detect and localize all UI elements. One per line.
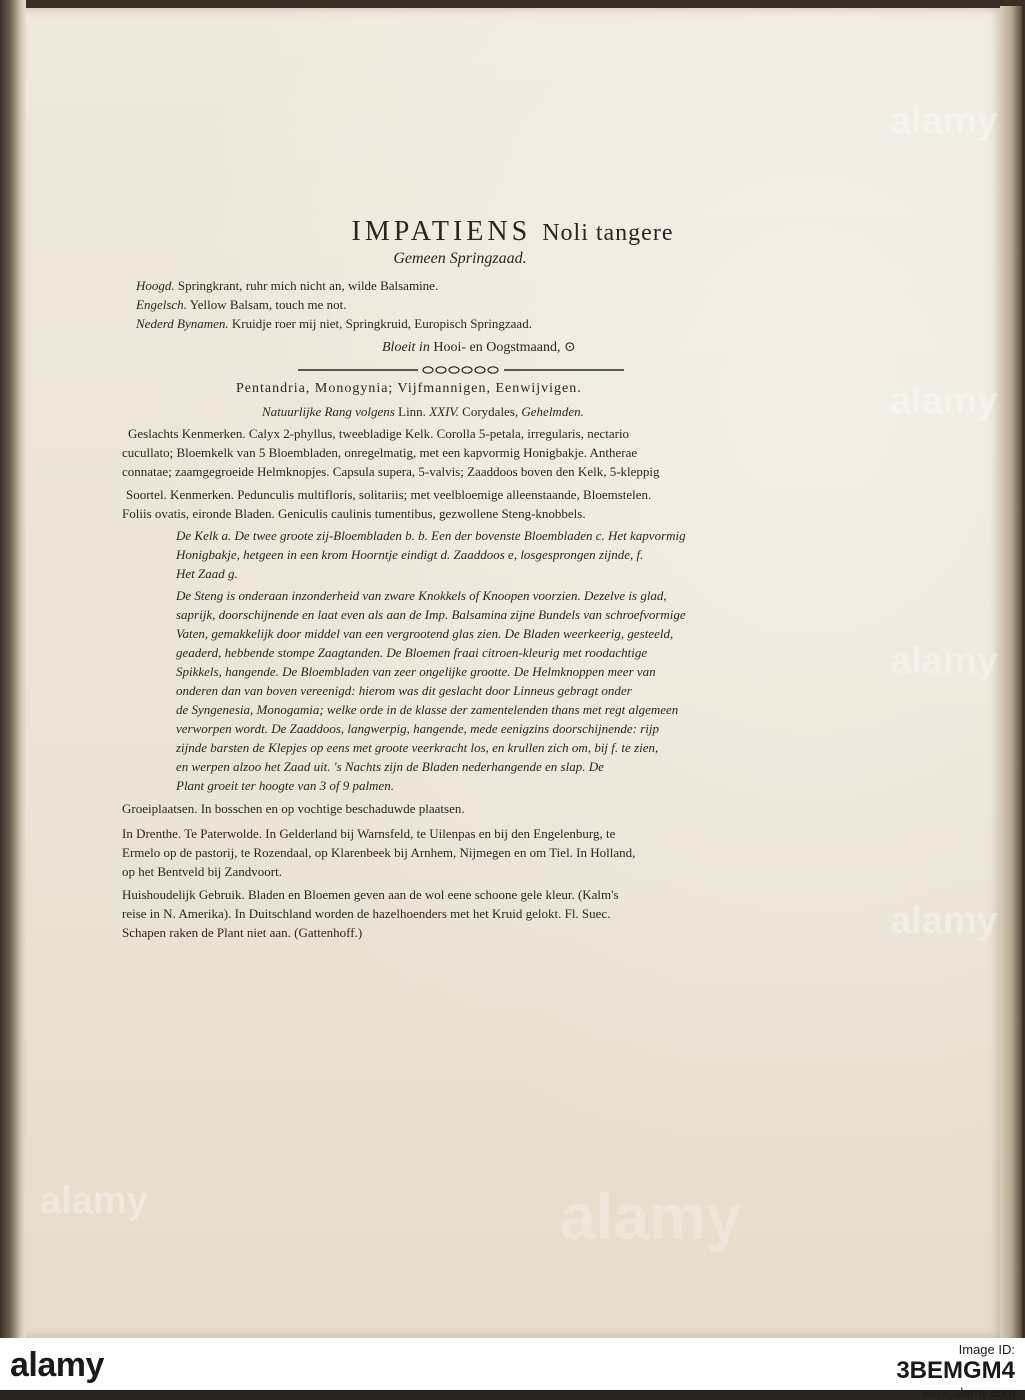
huis-line-1: Huishoudelijk Gebruik. Bladen en Bloemen geven aan de wol eene schoone gele kleur. (Kalm's — [122, 887, 619, 902]
name-line-hoogd: Hoogd. Springkrant, ruhr mich nicht an, wilde Balsamine. — [136, 278, 439, 293]
title-species: Noli tangere — [542, 220, 674, 246]
steng-line-2: saprijk, doorschijnende en laat even als aan de Imp. Balsamina zijne Bundels van schroefvormige — [176, 607, 686, 622]
steng-line-10: en werpen alzoo het Zaad uit. 's Nachts zijn de Bladen nederhangende en slap. De — [176, 759, 604, 774]
steng-line-6: onderen dan van boven vereenigd: hierom was dit geslacht door Linneus gebragt onder — [176, 683, 632, 698]
steng-line-8: verworpen wordt. De Zaaddoos, langwerpig, hangende, mede eenigzins doorschijnende: rijp — [176, 721, 659, 736]
image-id-tag — [896, 1342, 1015, 1400]
kelk-line-3: Het Zaad g. — [176, 566, 238, 581]
geslachts-line-3: connatae; zaamgegroeide Helmknopjes. Capsula supera, 5-valvis; Zaaddoos boven den Kelk, 5-kleppig — [122, 464, 660, 479]
page-subtitle: Gemeen Springzaad. — [393, 250, 527, 267]
steng-line-1: De Steng is onderaan inzonderheid van zware Knokkels of Knoopen voorzien. Dezelve is glad, — [176, 588, 667, 603]
soortel-line-1: Soortel. Kenmerken. Pedunculis multifloris, solitariis; met veelbloemige alleenstaande, Bloemstelen. — [126, 487, 652, 502]
image-id-code: 3BEMGM4 — [896, 1357, 1015, 1384]
watermark-logo: alamy — [890, 100, 998, 142]
location-line-1: In Drenthe. Te Paterwolde. In Gelderland bij Warnsfeld, te Uilenpas en bij den Engelenburg, te — [122, 826, 616, 841]
rang-line: Natuurlijke Rang volgens Linn. XXIV. Corydales, Gehelmden. — [262, 404, 584, 419]
huis-line-3: Schapen raken de Plant niet aan. (Gattenhoff.) — [122, 925, 363, 940]
steng-line-9: zijnde barsten de Klepjes op eens met groote veerkracht los, en krullen zich om, bij f. te zien, — [176, 740, 659, 755]
name-line-nederd: Nederd Bynamen. Kruidje roer mij niet, Springkruid, Europisch Springzaad. — [136, 316, 532, 331]
page-title — [0, 216, 1025, 248]
watermark-logo: alamy — [890, 640, 998, 682]
geslachts-line-1: Geslachts Kenmerken. Calyx 2-phyllus, tweebladige Kelk. Corolla 5-petala, irregularis, nectario — [128, 426, 630, 441]
book-spine-edge — [0, 0, 26, 1338]
location-line-3: op het Bentveld bij Zandvoort. — [122, 864, 282, 879]
steng-line-3: Vaten, gemakkelijk door middel van een vergrootend glas zien. De Bladen weerkeerig, gesteeld, — [176, 626, 674, 641]
image-id-label: Image ID: — [958, 1342, 1015, 1357]
watermark-logo: alamy — [890, 900, 998, 942]
steng-line-11: Plant groeit ter hoogte van 3 of 9 palmen. — [176, 778, 394, 793]
steng-line-5: Spikkels, hangende. De Bloembladen van zeer ongelijke grootte. De Helmknoppen meer van — [176, 664, 656, 679]
classification-line: Pentandria, Monogynia; Vijfmannigen, Eenwijvigen. — [236, 381, 582, 396]
title-genus: IMPATIENS — [351, 216, 532, 247]
watermark-logo: alamy — [40, 1180, 148, 1222]
geslachts-line-2: cucullato; Bloemkelk van 5 Bloembladen, onregelmatig, met een kapvormig Honigbakje. Antherae — [122, 445, 638, 460]
stock-footer — [0, 1338, 1025, 1400]
kelk-line-2: Honigbakje, hetgeen in een krom Hoorntje eindigt d. Zaaddoos e, losgesprongen zijnde, f. — [176, 547, 644, 562]
bloei-line: Bloeit in Hooi- en Oogstmaand, ⊙ — [382, 340, 576, 355]
name-line-engelsch: Engelsch. Yellow Balsam, touch me not. — [136, 297, 347, 312]
page-right-edge — [1000, 6, 1022, 1340]
soortel-line-2: Foliis ovatis, eironde Bladen. Geniculis caulinis tumentibus, gezwollene Steng-knobbels. — [122, 506, 586, 521]
brand-logo: alamy — [10, 1346, 104, 1384]
kelk-line-1: De Kelk a. De twee groote zij-Bloembladen b. b. Een der bovenste Bloembladen c. Het kapvormig — [176, 528, 686, 543]
huis-line-2: reise in N. Amerika). In Duitschland worden de hazelhoenders met het Kruid gelokt. Fl. Suec. — [122, 906, 611, 921]
steng-line-7: de Syngenesia, Monogamia; welke orde in de klasse der zamentelenden thans met regt algemeen — [176, 702, 679, 717]
watermark-logo: alamy — [890, 380, 998, 422]
groei-line: Groeiplaatsen. In bosschen en op vochtige beschaduwde plaatsen. — [122, 801, 465, 816]
watermark-logo: alamy — [560, 1181, 742, 1253]
steng-line-4: geaderd, hebbende stompe Zaagtanden. De Bloemen fraai citroen-kleurig met roodachtige — [176, 645, 648, 660]
ornament-divider — [298, 365, 624, 375]
source-url: www.alamy.com — [922, 1385, 1015, 1400]
location-line-2: Ermelo op de pastorij, te Rozendaal, op Klarenbeek bij Arnhem, Nijmegen en om Tiel. In Holland, — [122, 845, 636, 860]
